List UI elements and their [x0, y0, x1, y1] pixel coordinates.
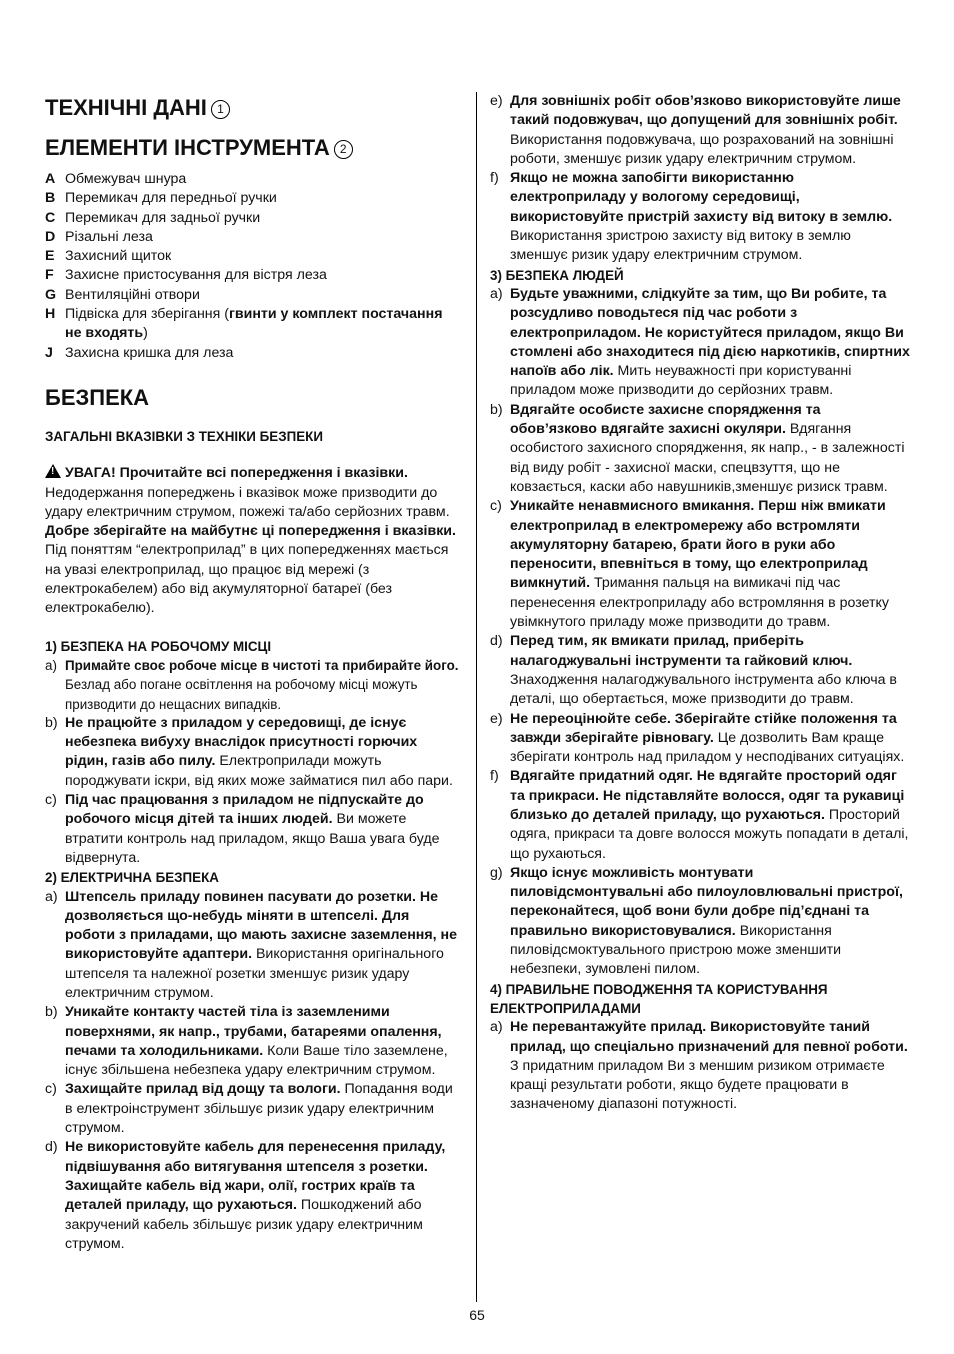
rule-plain: Попадання води в електроінструмент збільшує ризик удару електричним струмом.	[65, 1081, 453, 1137]
part-item	[45, 305, 462, 344]
rule-plain: Використання оригінального штепселя та належної розетки зменшує ризик удару електричним струмом.	[65, 946, 444, 1001]
rule-bold: Штепсель приладу повинен пасувати до розетки. Не дозволяється що-небудь міняти в штепселі. Для роботи з приладами, що мають захисне заземлення, не використовуйте адаптери.	[65, 888, 457, 963]
column-divider	[476, 92, 477, 1302]
rule-text	[510, 710, 910, 768]
warning-text: Недодержання попереджень і вказівок може призводити до удару електричним струмом, пожежі та/або серйозних травм.	[45, 484, 450, 520]
part-item	[45, 170, 462, 189]
rule-item	[45, 1080, 462, 1138]
rule-text	[65, 1080, 462, 1138]
rule-bold: Будьте уважними, слідкуйте за тим, що Ви робите, та розсудливо поводьтеся під час роботи з електроприладом. Не користуйтеся приладом, якщо Ви стомлені або знаходитеся під дією наркотиків, спиртних напоїв або лік.	[510, 285, 910, 380]
section-3-title: 3) БЕЗПЕКА ЛЮДЕЙ	[490, 267, 624, 283]
rule-item	[490, 497, 910, 632]
rule-item	[490, 632, 910, 709]
rule-bold: Вдягайте придатний одяг. Не вдягайте просторий одяг та прикраси. Не підставляйте волосся, одяг та рукавиці близько до деталей приладу, що рухаються.	[510, 768, 905, 823]
rule-text	[510, 767, 910, 863]
rule-item	[490, 92, 910, 169]
part-item	[45, 344, 462, 363]
part-item	[45, 189, 462, 208]
part-text	[65, 305, 462, 344]
rule-text	[510, 92, 910, 169]
rule-plain: Безлад або погане освітлення на робочому місці можуть призводити до нещасних випадків.	[65, 677, 418, 712]
heading-tool-elements	[45, 134, 462, 162]
rule-item	[45, 714, 462, 791]
rule-label: c)	[45, 1081, 57, 1098]
part-item	[45, 286, 462, 305]
part-label: H	[45, 306, 56, 323]
part-text: Захисна кришка для леза	[65, 344, 234, 361]
rule-bold: Якщо існує можливість монтувати пиловідсмонтувальні або пилоуловлювальні пристрої, переконайтеся, щоб вони були добре під’єднані та правильно використовувалися.	[510, 864, 903, 939]
rule-item	[45, 1003, 462, 1080]
section-4-list	[490, 1018, 910, 1114]
page-number: 65	[469, 1307, 485, 1323]
rule-text	[510, 497, 910, 632]
rule-bold: Для зовнішніх робіт обов’язково використовуйте лише такий подовжувач, що допущений для зовнішніх робіт.	[510, 93, 901, 129]
part-item	[45, 247, 462, 266]
section-2-continued-list	[490, 92, 910, 266]
figure-ref-2: 2	[334, 140, 353, 159]
rule-item	[490, 169, 910, 265]
part-text: Вентиляційні отвори	[65, 286, 200, 303]
rule-plain: Використання зристрою захисту від витоку в землю зменшує ризик удару електричним струмом.	[510, 228, 851, 264]
rule-bold: Уникайте контакту частей тіла із заземленими поверхнями, як напр., трубами, батареями опалення, печами та холодильниками.	[65, 1004, 442, 1059]
part-item	[45, 266, 462, 285]
rule-plain: Вдягання особистого захисного спорядження, як напр., - в залежності від виду робіт - захисної маски, спецвзуття, що не ковзається, каски або навушників,зменшує ризиск травм.	[510, 421, 905, 495]
section-2-title: 2) ЕЛЕКТРИЧНА БЕЗПЕКА	[45, 870, 219, 886]
part-text: Захисне пристосування для вістря леза	[65, 267, 327, 284]
rule-item	[490, 767, 910, 863]
rule-item	[490, 864, 910, 980]
section-2-list	[45, 888, 462, 1255]
rule-plain: Електроприлади можуть породжувати іскри, від яких може займатися пил або пари.	[65, 753, 453, 789]
rule-label: a)	[45, 888, 58, 905]
left-column	[45, 92, 462, 1254]
rule-text	[65, 656, 462, 714]
part-item	[45, 228, 462, 247]
rule-text	[510, 1018, 910, 1114]
rule-bold: Не перевантажуйте прилад. Використовуйте таний прилад, що спеціально призначений для певної роботи.	[510, 1019, 908, 1055]
warning-icon	[45, 464, 61, 478]
rule-item	[490, 710, 910, 768]
warning-text-2: Під поняттям “електроприлад” в цих попередженнях мається на увазі електроприлад, що працює від мережі (з електрокабелем) або від акумуляторної батареї (без електрокабелю).	[45, 542, 449, 617]
rule-label: f)	[490, 170, 499, 187]
rule-plain: Тримання пальця на вимикачі під час перенесення електроприладу або встромляння в розетку увімкнутого приладу може призводити до травм.	[510, 575, 890, 631]
part-label: G	[45, 286, 57, 303]
part-text: Різальні леза	[65, 228, 153, 245]
rule-label: a)	[490, 1019, 503, 1036]
rule-label: f)	[490, 768, 499, 785]
warning-bold: УВАГА! Прочитайте всі попередження і вказівки.	[65, 465, 408, 482]
parts-list	[45, 170, 462, 363]
rule-label: d)	[45, 1139, 58, 1156]
rule-label: a)	[490, 285, 503, 302]
rule-bold: Не використовуйте кабель для перенесення приладу, підвішування або витягування штепселя з розетки. Захищайте кабель від жари, олії, гострих країв та деталей приладу, що рухаються.	[65, 1139, 446, 1214]
part-label: C	[45, 209, 56, 226]
part-text: Перемикач для задньої ручки	[65, 209, 261, 226]
rule-item	[45, 791, 462, 868]
part-label: D	[45, 228, 56, 245]
part-text-bold: гвинти у комплект постачання не входять	[65, 306, 443, 342]
part-item	[45, 209, 462, 228]
figure-ref-1: 1	[211, 100, 230, 119]
part-label: B	[45, 190, 56, 207]
rule-plain: Пошкоджений або закручений кабель збільшує ризик удару електричним струмом.	[65, 1197, 423, 1252]
rule-label: e)	[490, 93, 503, 109]
part-text: Перемикач для передньої ручки	[65, 190, 277, 207]
rule-bold: Не працюйте з приладом у середовищі, де існує небезпека вибуху внаслідок присутності горючих рідин, газів або пилу.	[65, 714, 418, 770]
part-label: A	[45, 171, 56, 187]
rule-text	[65, 714, 462, 791]
rule-bold: Перед тим, як вмикати прилад, приберіть налагоджувальні інструменти та гайковий ключ.	[510, 633, 853, 669]
rule-label: c)	[45, 792, 57, 809]
part-label: E	[45, 248, 55, 265]
part-text-a: Підвіска для зберігання (	[65, 306, 229, 323]
rule-plain: З придатним приладом Ви з меншим ризиком отримаєте кращі результати роботи, якщо будете працювати в зазначеному діапазоні потужності.	[510, 1057, 885, 1113]
general-safety-title: ЗАГАЛЬНІ ВКАЗІВКИ З ТЕХНІКИ БЕЗПЕКИ	[45, 428, 323, 444]
rule-item	[490, 285, 910, 401]
rule-label: e)	[490, 710, 503, 727]
rule-text	[510, 401, 910, 497]
heading-safety: БЕЗПЕКА	[45, 384, 150, 410]
part-text: Обмежувач шнура	[65, 171, 187, 187]
rule-bold: Під час працювання з приладом не підпускайте до робочого місця дітей та інших людей.	[65, 792, 424, 828]
rule-text	[65, 791, 462, 868]
rule-bold: Вдягайте особисте захисне спорядження та обов’язково вдягайте захисні окуляри.	[510, 401, 821, 438]
rule-label: b)	[45, 1004, 58, 1021]
rule-text	[510, 864, 910, 980]
rule-plain: Мить неуважності при користуванні приладом може призводити до серйозних травм.	[510, 363, 852, 399]
right-column	[490, 92, 910, 1115]
rule-label: c)	[490, 498, 502, 515]
rule-label: b)	[490, 401, 503, 418]
rule-plain: Коли Ваше тіло заземлене, існує збільшена небезпека удару електричним струмом.	[65, 1042, 448, 1079]
section-4-title: 4) ПРАВИЛЬНЕ ПОВОДЖЕННЯ ТА КОРИСТУВАННЯ ЕЛЕКТРОПРИЛАДАМИ	[490, 981, 828, 1016]
rule-bold: Захищайте прилад від дощу та вологи.	[65, 1081, 341, 1098]
warning-paragraph	[45, 464, 462, 618]
rule-item	[45, 656, 462, 714]
heading-tool-elements-text: ЕЛЕМЕНТИ ІНСТРУМЕНТА	[45, 135, 330, 160]
part-label: J	[45, 344, 53, 361]
rule-text	[510, 632, 910, 709]
rule-item	[490, 401, 910, 497]
section-1-title: 1) БЕЗПЕКА НА РОБОЧОМУ МІСЦІ	[45, 638, 272, 654]
rule-bold: Якщо не можна запобігти використанню електроприладу у вологому середовищі, використовуйте пристрій захисту від витоку в землю.	[510, 170, 893, 225]
part-label: F	[45, 267, 54, 284]
rule-text	[510, 169, 910, 265]
rule-item	[45, 1138, 462, 1254]
rule-plain: Знаходження налагоджувального інструмента або ключа в деталі, що обертається, може призводити до травм.	[510, 671, 897, 708]
heading-tech-data	[45, 94, 462, 122]
rule-plain: Використання подовжувача, що розрахований на зовнішні роботи, зменшує ризик удару електричним струмом.	[510, 131, 894, 167]
section-1-list	[45, 656, 462, 868]
part-text: Захисний щиток	[65, 248, 172, 265]
rule-plain: Просторий одяга, прикраси та довге волосся можуть попадати в деталі, що рухаються.	[510, 806, 909, 862]
rule-bold: Не переоцінюйте себе. Зберігайте стійке положення та завжди зберігайте рівновагу.	[510, 710, 897, 746]
rule-text	[65, 888, 462, 1004]
warning-bold-2: Добре зберігайте на майбутнє ці попередження і вказівки.	[45, 523, 456, 540]
rule-label: g)	[490, 864, 503, 881]
rule-plain: Ви можете втратити контроль над приладом, якщо Ваша увага буде відвернута.	[65, 811, 440, 866]
rule-plain: Використання пиловідсмоктувального пристрою може зменшити небезпеки, зумовлені пилом.	[510, 922, 842, 978]
rule-text	[65, 1138, 462, 1254]
part-text-b: )	[143, 325, 148, 342]
rule-text	[510, 285, 910, 401]
rule-text	[65, 1003, 462, 1080]
rule-plain: Це дозволить Вам краще зберігати контроль над приладом у несподіваних ситуаціях.	[510, 729, 905, 766]
rule-label: b)	[45, 714, 58, 731]
rule-bold: Примайте своє робоче місце в чистоті та прибирайте його.	[65, 657, 459, 673]
rule-label: a)	[45, 657, 57, 673]
heading-tech-data-text: ТЕХНІЧНІ ДАНІ	[45, 95, 207, 120]
rule-item	[45, 888, 462, 1004]
rule-item	[490, 1018, 910, 1114]
rule-label: d)	[490, 633, 503, 650]
rule-bold: Уникайте ненавмисного вмикання. Перш ніж вмикати електроприлад в електромережу або встромляти акумуляторну батарею, брати його в руки або переносити, впевніться в тому, що електроприлад вимкнутий.	[510, 498, 886, 592]
section-3-list	[490, 285, 910, 980]
